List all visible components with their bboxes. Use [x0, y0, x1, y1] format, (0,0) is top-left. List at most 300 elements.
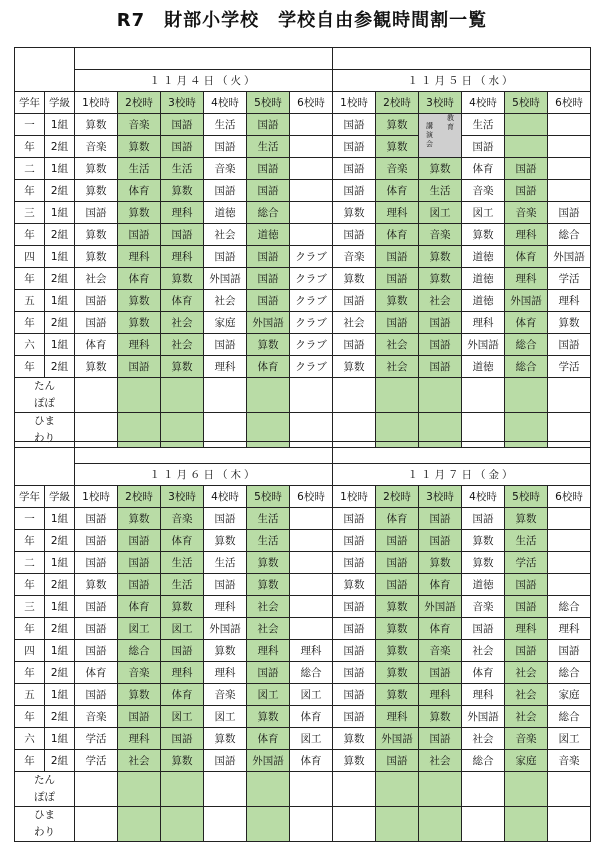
subject-cell [290, 552, 333, 574]
class-cell: 2組 [45, 618, 75, 640]
subject-cell: 音楽 [75, 706, 118, 728]
subject-cell: 国語 [505, 158, 548, 180]
grade-cell: 年 [15, 530, 45, 552]
period-header: 2校時 [118, 92, 161, 114]
class-cell: 2組 [45, 136, 75, 158]
class-cell: 2組 [45, 180, 75, 202]
subject-cell: 体育 [290, 706, 333, 728]
subject-cell: 算数 [419, 552, 462, 574]
subject-cell: 体育 [118, 180, 161, 202]
subject-cell: 国語 [333, 508, 376, 530]
subject-cell: 体育 [247, 356, 290, 378]
subject-cell: 国語 [161, 728, 204, 750]
special-char: 講 [426, 122, 433, 130]
subject-cell: 社会 [419, 290, 462, 312]
subject-cell: 道徳 [462, 290, 505, 312]
subject-cell: 国語 [376, 574, 419, 596]
class-cell: 2組 [45, 268, 75, 290]
extra-label-line: ぽぽ [34, 397, 55, 409]
subject-cell: 総合 [462, 750, 505, 772]
subject-cell: 算数 [118, 684, 161, 706]
subject-cell: 社会 [376, 356, 419, 378]
period-header: 4校時 [204, 92, 247, 114]
date-header: １１月６日（木） [75, 464, 333, 486]
grade-header: 学年 [15, 486, 45, 508]
class-cell: 1組 [45, 728, 75, 750]
empty-cell [376, 378, 419, 413]
grade-cell: 一 [15, 508, 45, 530]
subject-cell: 体育 [419, 618, 462, 640]
subject-cell: 理科 [419, 684, 462, 706]
empty-cell [161, 807, 204, 842]
subject-cell: 国語 [333, 552, 376, 574]
subject-cell: 生活 [247, 530, 290, 552]
empty-cell [376, 807, 419, 842]
subject-cell: 理科 [290, 640, 333, 662]
subject-cell: 国語 [548, 202, 591, 224]
subject-cell: 算数 [161, 750, 204, 772]
subject-cell: 生活 [247, 508, 290, 530]
subject-cell [290, 574, 333, 596]
empty-cell [505, 807, 548, 842]
class-header: 学級 [45, 486, 75, 508]
class-cell: 1組 [45, 596, 75, 618]
subject-cell: 国語 [75, 618, 118, 640]
subject-cell: 図工 [290, 728, 333, 750]
grade-cell: 三 [15, 202, 45, 224]
empty-cell [161, 772, 204, 807]
subject-cell: 図工 [118, 618, 161, 640]
empty-cell [290, 807, 333, 842]
subject-cell: 生活 [118, 158, 161, 180]
subject-cell: 音楽 [548, 750, 591, 772]
subject-cell [548, 574, 591, 596]
empty-cell [462, 772, 505, 807]
subject-cell: 国語 [161, 640, 204, 662]
period-header: 5校時 [247, 92, 290, 114]
special-char: 会 [426, 140, 433, 148]
subject-cell: 国語 [247, 158, 290, 180]
subject-cell: 算数 [75, 246, 118, 268]
period-header: 3校時 [161, 486, 204, 508]
subject-cell: 体育 [290, 750, 333, 772]
subject-cell: 国語 [204, 136, 247, 158]
subject-cell: 道徳 [247, 224, 290, 246]
subject-cell: 国語 [419, 356, 462, 378]
subject-cell: 理科 [376, 706, 419, 728]
subject-cell: 国語 [204, 180, 247, 202]
subject-cell: 国語 [548, 334, 591, 356]
extra-label-line: わり [34, 432, 55, 444]
subject-cell: 生活 [462, 114, 505, 136]
subject-cell: 体育 [505, 246, 548, 268]
subject-cell [290, 114, 333, 136]
class-cell: 2組 [45, 224, 75, 246]
subject-cell: 国語 [333, 290, 376, 312]
extra-class-label [15, 378, 75, 413]
empty-cell [419, 772, 462, 807]
special-char: 教 [447, 114, 454, 122]
subject-cell: 生活 [204, 114, 247, 136]
subject-cell: 国語 [333, 158, 376, 180]
subject-cell: 総合 [247, 202, 290, 224]
empty-cell [247, 772, 290, 807]
subject-cell: 理科 [161, 246, 204, 268]
subject-cell [548, 180, 591, 202]
subject-cell: 算数 [118, 136, 161, 158]
subject-cell: 体育 [75, 334, 118, 356]
subject-cell: 社会 [462, 728, 505, 750]
subject-cell: 国語 [333, 334, 376, 356]
subject-cell: 理科 [548, 618, 591, 640]
subject-cell: 社会 [376, 334, 419, 356]
subject-cell: 国語 [462, 136, 505, 158]
subject-cell: 理科 [548, 290, 591, 312]
subject-cell: 国語 [333, 224, 376, 246]
subject-cell: 道徳 [204, 202, 247, 224]
subject-cell: 国語 [161, 136, 204, 158]
subject-cell: 算数 [333, 268, 376, 290]
class-cell: 2組 [45, 750, 75, 772]
subject-cell: 国語 [204, 508, 247, 530]
empty-cell [75, 807, 118, 842]
subject-cell: 社会 [505, 684, 548, 706]
subject-cell: 図工 [161, 618, 204, 640]
subject-cell: 社会 [247, 618, 290, 640]
grade-cell: 四 [15, 246, 45, 268]
subject-cell: 算数 [75, 224, 118, 246]
subject-cell: 国語 [118, 530, 161, 552]
empty-cell [118, 378, 161, 413]
subject-cell: 国語 [204, 574, 247, 596]
subject-cell: 算数 [376, 136, 419, 158]
grade-cell: 年 [15, 136, 45, 158]
subject-cell: 国語 [75, 202, 118, 224]
subject-cell: 算数 [161, 356, 204, 378]
subject-cell: 算数 [204, 728, 247, 750]
subject-cell: 国語 [204, 750, 247, 772]
subject-cell: 理科 [118, 246, 161, 268]
subject-cell: 国語 [161, 114, 204, 136]
subject-cell: 音楽 [376, 158, 419, 180]
subject-cell: 社会 [333, 312, 376, 334]
subject-cell: 体育 [462, 158, 505, 180]
subject-cell: 社会 [161, 334, 204, 356]
subject-cell: 外国語 [419, 596, 462, 618]
subject-cell: 国語 [333, 530, 376, 552]
subject-cell: 生活 [505, 530, 548, 552]
subject-cell: 図工 [462, 202, 505, 224]
grade-header: 学年 [15, 92, 45, 114]
subject-cell [548, 158, 591, 180]
empty-cell [548, 378, 591, 413]
grade-cell: 年 [15, 618, 45, 640]
subject-cell: 社会 [505, 662, 548, 684]
subject-cell: 国語 [118, 356, 161, 378]
subject-cell: 図工 [548, 728, 591, 750]
subject-cell: 国語 [505, 180, 548, 202]
empty-cell [247, 807, 290, 842]
empty-cell [75, 378, 118, 413]
subject-cell: 国語 [75, 312, 118, 334]
subject-cell [290, 508, 333, 530]
period-header: 1校時 [75, 92, 118, 114]
grade-cell: 二 [15, 552, 45, 574]
empty-cell [290, 378, 333, 413]
grade-cell: 一 [15, 114, 45, 136]
period-header: 1校時 [333, 92, 376, 114]
subject-cell: 国語 [505, 640, 548, 662]
grade-cell: 六 [15, 728, 45, 750]
period-header: 1校時 [333, 486, 376, 508]
subject-cell: 国語 [75, 530, 118, 552]
subject-cell: 道徳 [462, 246, 505, 268]
subject-cell [290, 596, 333, 618]
subject-cell: 国語 [333, 596, 376, 618]
subject-cell: 算数 [247, 706, 290, 728]
subject-cell: 国語 [118, 706, 161, 728]
subject-cell: 図工 [161, 706, 204, 728]
subject-cell [290, 136, 333, 158]
subject-cell: 国語 [204, 246, 247, 268]
subject-cell: 外国語 [462, 706, 505, 728]
subject-cell: 算数 [376, 640, 419, 662]
subject-cell [290, 618, 333, 640]
subject-cell: 家庭 [548, 684, 591, 706]
subject-cell: 学活 [505, 552, 548, 574]
subject-cell: 算数 [548, 312, 591, 334]
period-header: 4校時 [462, 92, 505, 114]
subject-cell: 算数 [462, 552, 505, 574]
subject-cell: 総合 [548, 706, 591, 728]
extra-class-label [15, 772, 75, 807]
subject-cell: 国語 [419, 662, 462, 684]
subject-cell: 音楽 [462, 596, 505, 618]
timetable-top [14, 47, 591, 448]
grade-cell: 四 [15, 640, 45, 662]
subject-cell: 音楽 [419, 640, 462, 662]
subject-cell: 理科 [118, 728, 161, 750]
subject-cell: 外国語 [247, 312, 290, 334]
subject-cell: 生活 [161, 552, 204, 574]
subject-cell: 総合 [548, 224, 591, 246]
subject-cell: 算数 [247, 552, 290, 574]
subject-cell: 図工 [204, 706, 247, 728]
subject-cell: クラブ [290, 356, 333, 378]
period-header: 2校時 [118, 486, 161, 508]
extra-label-line: わり [34, 826, 55, 838]
subject-cell: 生活 [204, 552, 247, 574]
subject-cell: 理科 [161, 662, 204, 684]
extra-label-line: たん [34, 774, 55, 786]
empty-cell [505, 772, 548, 807]
subject-cell: 国語 [376, 312, 419, 334]
empty-cell [333, 807, 376, 842]
subject-cell: 体育 [75, 662, 118, 684]
subject-cell: 体育 [118, 268, 161, 290]
extra-class-label [15, 807, 75, 842]
empty-cell [333, 772, 376, 807]
subject-cell: 外国語 [204, 268, 247, 290]
grade-cell: 年 [15, 662, 45, 684]
subject-cell: 体育 [505, 312, 548, 334]
subject-cell: 音楽 [161, 508, 204, 530]
subject-cell: 音楽 [204, 158, 247, 180]
subject-cell: 算数 [333, 750, 376, 772]
class-cell: 1組 [45, 640, 75, 662]
subject-cell: 体育 [376, 508, 419, 530]
subject-cell [290, 530, 333, 552]
period-header: 6校時 [290, 92, 333, 114]
empty-cell [118, 807, 161, 842]
subject-cell: 音楽 [505, 728, 548, 750]
subject-cell: 学活 [548, 356, 591, 378]
empty-cell [118, 772, 161, 807]
subject-cell: 国語 [247, 114, 290, 136]
extra-label-line: ひま [34, 415, 55, 427]
subject-cell: 家庭 [204, 312, 247, 334]
subject-cell: 外国語 [376, 728, 419, 750]
subject-cell: クラブ [290, 290, 333, 312]
subject-cell: 国語 [419, 728, 462, 750]
subject-cell: 体育 [462, 662, 505, 684]
subject-cell: 理科 [118, 334, 161, 356]
subject-cell: 生活 [161, 574, 204, 596]
empty-cell [75, 772, 118, 807]
class-cell: 1組 [45, 290, 75, 312]
subject-cell: 国語 [376, 268, 419, 290]
subject-cell: 国語 [419, 530, 462, 552]
grade-cell: 六 [15, 334, 45, 356]
subject-cell: 算数 [333, 728, 376, 750]
class-cell: 1組 [45, 334, 75, 356]
subject-cell [290, 158, 333, 180]
subject-cell: 生活 [161, 158, 204, 180]
subject-cell: 理科 [247, 640, 290, 662]
subject-cell: 社会 [204, 224, 247, 246]
subject-cell: 国語 [548, 640, 591, 662]
subject-cell: 国語 [118, 224, 161, 246]
subject-cell: 国語 [333, 662, 376, 684]
subject-cell: 国語 [462, 508, 505, 530]
subject-cell: 音楽 [75, 136, 118, 158]
class-cell: 2組 [45, 356, 75, 378]
subject-cell: 体育 [161, 530, 204, 552]
subject-cell: 算数 [204, 530, 247, 552]
subject-cell: 算数 [419, 158, 462, 180]
period-header: 6校時 [548, 486, 591, 508]
period-header: 3校時 [419, 92, 462, 114]
empty-cell [419, 378, 462, 413]
subject-cell: 算数 [419, 246, 462, 268]
grade-cell: 年 [15, 574, 45, 596]
subject-cell: 理科 [505, 618, 548, 640]
subject-cell: 外国語 [247, 750, 290, 772]
class-cell: 1組 [45, 246, 75, 268]
subject-cell: 算数 [333, 574, 376, 596]
grade-cell: 年 [15, 224, 45, 246]
period-header: 6校時 [548, 92, 591, 114]
subject-cell: 算数 [75, 158, 118, 180]
grade-cell: 二 [15, 158, 45, 180]
subject-cell: 国語 [376, 750, 419, 772]
subject-cell: 国語 [247, 246, 290, 268]
subject-cell: 国語 [333, 640, 376, 662]
subject-cell: 総合 [118, 640, 161, 662]
empty-cell [161, 378, 204, 413]
subject-cell [290, 180, 333, 202]
subject-cell: 体育 [419, 574, 462, 596]
extra-label-line: ひま [34, 809, 55, 821]
period-header: 3校時 [161, 92, 204, 114]
grade-cell: 三 [15, 596, 45, 618]
subject-cell [548, 114, 591, 136]
subject-cell: 総合 [505, 356, 548, 378]
date-header: １１月５日（水） [333, 70, 591, 92]
subject-cell: 道徳 [462, 268, 505, 290]
subject-cell: 算数 [462, 530, 505, 552]
empty-cell [290, 772, 333, 807]
subject-cell: 算数 [161, 268, 204, 290]
subject-cell: 国語 [75, 552, 118, 574]
special-char: 演 [426, 131, 433, 139]
subject-cell: 算数 [247, 334, 290, 356]
grade-cell: 年 [15, 312, 45, 334]
period-header: 5校時 [505, 486, 548, 508]
subject-cell: 理科 [204, 356, 247, 378]
subject-cell: 算数 [118, 508, 161, 530]
subject-cell [505, 114, 548, 136]
subject-cell: 国語 [333, 180, 376, 202]
subject-cell: 国語 [505, 596, 548, 618]
subject-cell: 国語 [333, 684, 376, 706]
subject-cell: 理科 [161, 202, 204, 224]
grade-cell: 年 [15, 180, 45, 202]
subject-cell: 総合 [548, 662, 591, 684]
subject-cell: 国語 [419, 312, 462, 334]
subject-cell: 算数 [376, 596, 419, 618]
subject-cell: 算数 [376, 290, 419, 312]
empty-cell [333, 378, 376, 413]
subject-cell: 国語 [419, 334, 462, 356]
subject-cell: 国語 [333, 114, 376, 136]
subject-cell: 国語 [247, 662, 290, 684]
subject-cell: 算数 [75, 114, 118, 136]
subject-cell: クラブ [290, 246, 333, 268]
subject-cell: 理科 [505, 268, 548, 290]
subject-cell: 算数 [376, 684, 419, 706]
subject-cell: 算数 [419, 268, 462, 290]
blank-cell [15, 464, 75, 486]
subject-cell: 国語 [376, 246, 419, 268]
empty-cell [548, 807, 591, 842]
subject-cell: 算数 [462, 224, 505, 246]
subject-cell: 図工 [247, 684, 290, 706]
subject-cell: 理科 [204, 662, 247, 684]
period-header: 2校時 [376, 486, 419, 508]
subject-cell: 算数 [204, 640, 247, 662]
subject-cell: 道徳 [462, 574, 505, 596]
empty-cell [462, 378, 505, 413]
subject-cell: 音楽 [505, 202, 548, 224]
empty-cell [204, 772, 247, 807]
subject-cell: 体育 [161, 290, 204, 312]
class-cell: 2組 [45, 312, 75, 334]
subject-cell: 図工 [419, 202, 462, 224]
subject-cell: 国語 [118, 552, 161, 574]
empty-cell [548, 772, 591, 807]
period-header: 6校時 [290, 486, 333, 508]
